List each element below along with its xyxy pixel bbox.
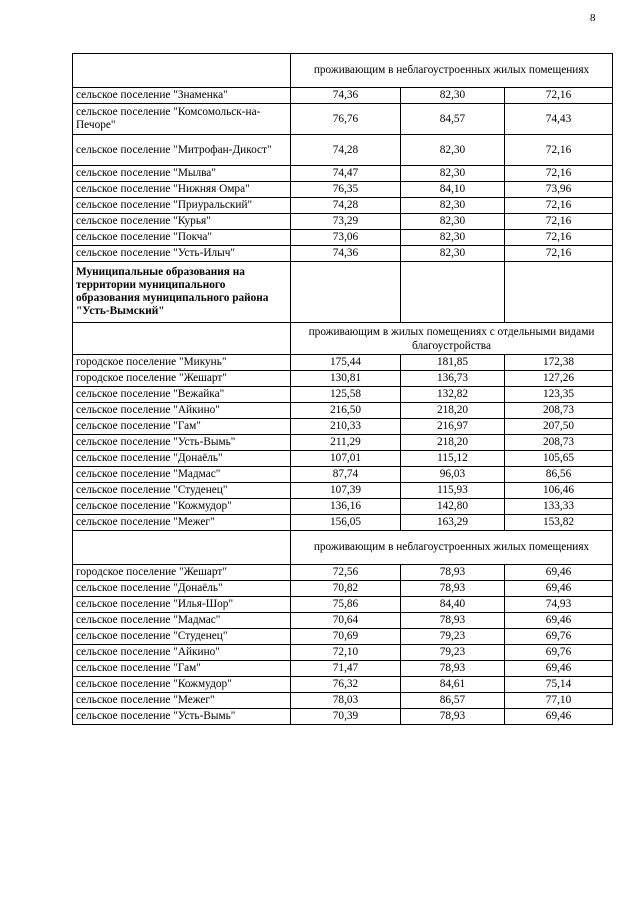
value-cell-1: 70,69 (291, 629, 401, 645)
value-cell-3: 69,46 (505, 709, 613, 725)
table-row (73, 104, 613, 135)
value-cell-1: 70,64 (291, 613, 401, 629)
settlement-name: сельское поселение "Комсомольск-на-Печоре" (73, 104, 291, 135)
value-cell-1: 216,50 (291, 403, 401, 419)
settlement-name: сельское поселение "Усть-Вымь" (73, 709, 291, 725)
settlement-name: сельское поселение "Донаёль" (73, 451, 291, 467)
settlement-name: сельское поселение "Гам" (73, 419, 291, 435)
value-cell-3: 69,46 (505, 565, 613, 581)
value-cell-1: 72,56 (291, 565, 401, 581)
settlement-name: сельское поселение "Мадмас" (73, 613, 291, 629)
value-cell-3: 208,73 (505, 435, 613, 451)
value-cell-1: 130,81 (291, 371, 401, 387)
value-cell-3: 72,16 (505, 230, 613, 246)
value-cell-2: 84,40 (401, 597, 505, 613)
table-row (73, 246, 613, 262)
settlement-name: сельское поселение "Донаёль" (73, 581, 291, 597)
value-cell-2: 82,30 (401, 135, 505, 166)
value-cell-3: 73,96 (505, 182, 613, 198)
settlement-name: городское поселение "Жешарт" (73, 565, 291, 581)
settlement-name: сельское поселение "Усть-Илыч" (73, 246, 291, 262)
table-row (73, 581, 613, 597)
value-cell-3: 75,14 (505, 677, 613, 693)
settlement-name: сельское поселение "Знаменка" (73, 88, 291, 104)
subheader-row (73, 54, 613, 88)
empty-cell (73, 323, 291, 355)
value-cell-2: 142,80 (401, 499, 505, 515)
value-cell-1: 73,29 (291, 214, 401, 230)
settlement-name: сельское поселение "Межег" (73, 515, 291, 531)
value-cell-1: 107,01 (291, 451, 401, 467)
value-cell-3: 77,10 (505, 693, 613, 709)
value-cell-2: 82,30 (401, 88, 505, 104)
page-number: 8 (590, 12, 596, 24)
settlement-name: сельское поселение "Илья-Шор" (73, 597, 291, 613)
value-cell-1: 78,03 (291, 693, 401, 709)
subheader-text: проживающим в неблагоустроенных жилых помещениях (291, 531, 613, 565)
table-row (73, 451, 613, 467)
value-cell-1: 70,39 (291, 709, 401, 725)
value-cell-3: 69,46 (505, 613, 613, 629)
value-cell-2: 84,10 (401, 182, 505, 198)
value-cell-1: 71,47 (291, 661, 401, 677)
settlement-name: сельское поселение "Вежайка" (73, 387, 291, 403)
value-cell-3: 207,50 (505, 419, 613, 435)
value-cell-1: 72,10 (291, 645, 401, 661)
table-row (73, 565, 613, 581)
settlement-name: сельское поселение "Кожмудор" (73, 499, 291, 515)
value-cell-3: 127,26 (505, 371, 613, 387)
settlement-name: сельское поселение "Айкино" (73, 645, 291, 661)
value-cell-2: 82,30 (401, 198, 505, 214)
settlement-name: сельское поселение "Айкино" (73, 403, 291, 419)
empty-cell (401, 262, 505, 323)
subheader-text: проживающим в жилых помещениях с отдельными видами благоустройства (291, 323, 613, 355)
table-row (73, 693, 613, 709)
value-cell-1: 76,32 (291, 677, 401, 693)
table-row (73, 355, 613, 371)
table-row (73, 435, 613, 451)
value-cell-3: 106,46 (505, 483, 613, 499)
value-cell-3: 72,16 (505, 88, 613, 104)
value-cell-3: 105,65 (505, 451, 613, 467)
value-cell-2: 78,93 (401, 709, 505, 725)
empty-cell (73, 54, 291, 88)
value-cell-3: 153,82 (505, 515, 613, 531)
table-row (73, 166, 613, 182)
value-cell-2: 132,82 (401, 387, 505, 403)
table-row (73, 499, 613, 515)
table-row (73, 677, 613, 693)
value-cell-2: 86,57 (401, 693, 505, 709)
table-row (73, 230, 613, 246)
value-cell-1: 87,74 (291, 467, 401, 483)
value-cell-2: 82,30 (401, 246, 505, 262)
value-cell-3: 72,16 (505, 198, 613, 214)
value-cell-1: 75,86 (291, 597, 401, 613)
subheader-text: проживающим в неблагоустроенных жилых помещениях (291, 54, 613, 88)
tariff-table-body (73, 54, 613, 725)
empty-cell (73, 531, 291, 565)
table-row (73, 629, 613, 645)
value-cell-2: 218,20 (401, 435, 505, 451)
value-cell-2: 96,03 (401, 467, 505, 483)
settlement-name: городское поселение "Микунь" (73, 355, 291, 371)
empty-cell (505, 262, 613, 323)
value-cell-2: 78,93 (401, 661, 505, 677)
value-cell-3: 72,16 (505, 246, 613, 262)
table-row (73, 709, 613, 725)
table-row (73, 483, 613, 499)
group-header-title: Муниципальные образования на территории муниципального образования муниципального района "Усть-Вымский" (73, 262, 291, 323)
value-cell-1: 73,06 (291, 230, 401, 246)
value-cell-1: 210,33 (291, 419, 401, 435)
settlement-name: сельское поселение "Студенец" (73, 629, 291, 645)
subheader-row (73, 531, 613, 565)
value-cell-3: 74,93 (505, 597, 613, 613)
group-header-row (73, 262, 613, 323)
settlement-name: сельское поселение "Покча" (73, 230, 291, 246)
value-cell-1: 76,35 (291, 182, 401, 198)
value-cell-2: 82,30 (401, 230, 505, 246)
value-cell-2: 181,85 (401, 355, 505, 371)
table-row (73, 403, 613, 419)
settlement-name: сельское поселение "Межег" (73, 693, 291, 709)
value-cell-3: 72,16 (505, 166, 613, 182)
value-cell-3: 74,43 (505, 104, 613, 135)
table-row (73, 661, 613, 677)
value-cell-3: 86,56 (505, 467, 613, 483)
value-cell-1: 211,29 (291, 435, 401, 451)
value-cell-3: 72,16 (505, 214, 613, 230)
value-cell-2: 78,93 (401, 581, 505, 597)
table-row (73, 467, 613, 483)
table-row (73, 613, 613, 629)
value-cell-2: 82,30 (401, 214, 505, 230)
value-cell-3: 133,33 (505, 499, 613, 515)
value-cell-1: 74,36 (291, 88, 401, 104)
value-cell-1: 70,82 (291, 581, 401, 597)
value-cell-2: 136,73 (401, 371, 505, 387)
subheader-row (73, 323, 613, 355)
value-cell-2: 84,57 (401, 104, 505, 135)
table-row (73, 515, 613, 531)
value-cell-2: 79,23 (401, 645, 505, 661)
settlement-name: сельское поселение "Студенец" (73, 483, 291, 499)
settlement-name: сельское поселение "Нижняя Омра" (73, 182, 291, 198)
value-cell-2: 163,29 (401, 515, 505, 531)
table-row (73, 645, 613, 661)
table-row (73, 371, 613, 387)
settlement-name: сельское поселение "Гам" (73, 661, 291, 677)
value-cell-1: 136,16 (291, 499, 401, 515)
value-cell-2: 78,93 (401, 565, 505, 581)
value-cell-2: 84,61 (401, 677, 505, 693)
table-row (73, 597, 613, 613)
settlement-name: сельское поселение "Митрофан-Дикост" (73, 135, 291, 166)
settlement-name: сельское поселение "Кожмудор" (73, 677, 291, 693)
value-cell-1: 74,28 (291, 198, 401, 214)
value-cell-2: 216,97 (401, 419, 505, 435)
value-cell-2: 79,23 (401, 629, 505, 645)
settlement-name: сельское поселение "Усть-Вымь" (73, 435, 291, 451)
tariff-table (72, 53, 613, 725)
value-cell-3: 172,38 (505, 355, 613, 371)
value-cell-1: 74,36 (291, 246, 401, 262)
settlement-name: сельское поселение "Курья" (73, 214, 291, 230)
value-cell-1: 156,05 (291, 515, 401, 531)
table-row (73, 88, 613, 104)
value-cell-3: 69,46 (505, 661, 613, 677)
value-cell-1: 125,58 (291, 387, 401, 403)
table-row (73, 198, 613, 214)
table-row (73, 214, 613, 230)
table-row (73, 387, 613, 403)
settlement-name: городское поселение "Жешарт" (73, 371, 291, 387)
value-cell-2: 115,93 (401, 483, 505, 499)
settlement-name: сельское поселение "Приуральский" (73, 198, 291, 214)
value-cell-3: 123,35 (505, 387, 613, 403)
value-cell-1: 107,39 (291, 483, 401, 499)
table-row (73, 135, 613, 166)
value-cell-3: 208,73 (505, 403, 613, 419)
empty-cell (291, 262, 401, 323)
value-cell-3: 69,46 (505, 581, 613, 597)
table-row (73, 419, 613, 435)
settlement-name: сельское поселение "Мадмас" (73, 467, 291, 483)
value-cell-2: 115,12 (401, 451, 505, 467)
value-cell-2: 82,30 (401, 166, 505, 182)
value-cell-2: 218,20 (401, 403, 505, 419)
value-cell-1: 74,47 (291, 166, 401, 182)
value-cell-1: 76,76 (291, 104, 401, 135)
value-cell-1: 175,44 (291, 355, 401, 371)
value-cell-3: 69,76 (505, 629, 613, 645)
settlement-name: сельское поселение "Мылва" (73, 166, 291, 182)
value-cell-3: 72,16 (505, 135, 613, 166)
value-cell-1: 74,28 (291, 135, 401, 166)
value-cell-2: 78,93 (401, 613, 505, 629)
table-row (73, 182, 613, 198)
value-cell-3: 69,76 (505, 645, 613, 661)
